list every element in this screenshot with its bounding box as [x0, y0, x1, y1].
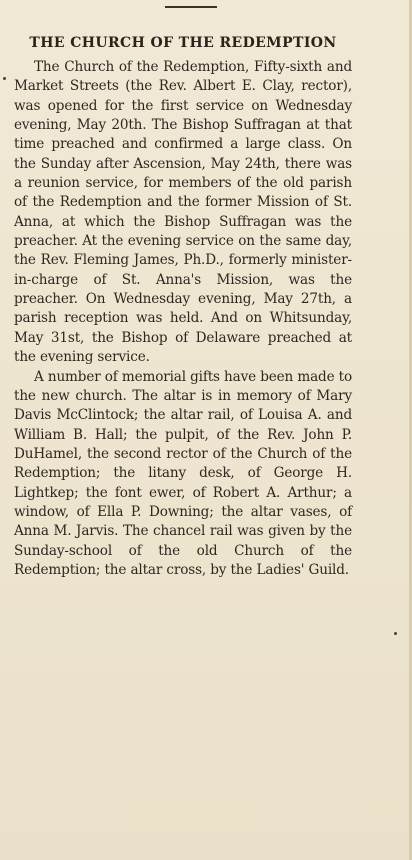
- article-title: THE CHURCH OF THE REDEMPTION: [29, 35, 337, 51]
- article: [14, 34, 352, 580]
- right-margin-speck: [394, 632, 397, 635]
- left-margin-speck: [3, 77, 6, 80]
- article-paragraph-1: The Church of the Redemption, Fifty-sixth and Market Streets (the Rev. Albert E. Clay, rector), was opened for the first service on Wednesday evening, May 20th. The Bishop Suffragan at that time preached and confirmed a large class. On the Sunday after Ascension, May 24th, there was a reunion service, for members of the old parish of the Redemption and the former Mission of St. Anna, at which the Bishop Suffragan was the preacher. At the evening service on the same day, the Rev. Fleming James, Ph.D., formerly minister-in-charge of St. Anna's Mission, was the preacher. On Wednesday evening, May 27th, a parish reception was held. And on Whitsunday, May 31st, the Bishop of Delaware preached at the evening service.: [14, 59, 352, 366]
- article-paragraph-2: A number of memorial gifts have been made to the new church. The altar is in memory of Mary Davis McClintock; the altar rail, of Louisa A. and William B. Hall; the pulpit, of the Rev. John P. DuHamel, the second rector of the Church of the Redemption; the litany desk, of George H. Lightkep; the font ewer, of Robert A. Arthur; a window, of Ella P. Downing; the altar vases, of Anna M. Jarvis. The chancel rail was given by the Sunday-school of the old Church of the Redemption; the altar cross, by the Ladies' Guild.: [14, 368, 352, 578]
- top-divider-rule: [165, 6, 217, 8]
